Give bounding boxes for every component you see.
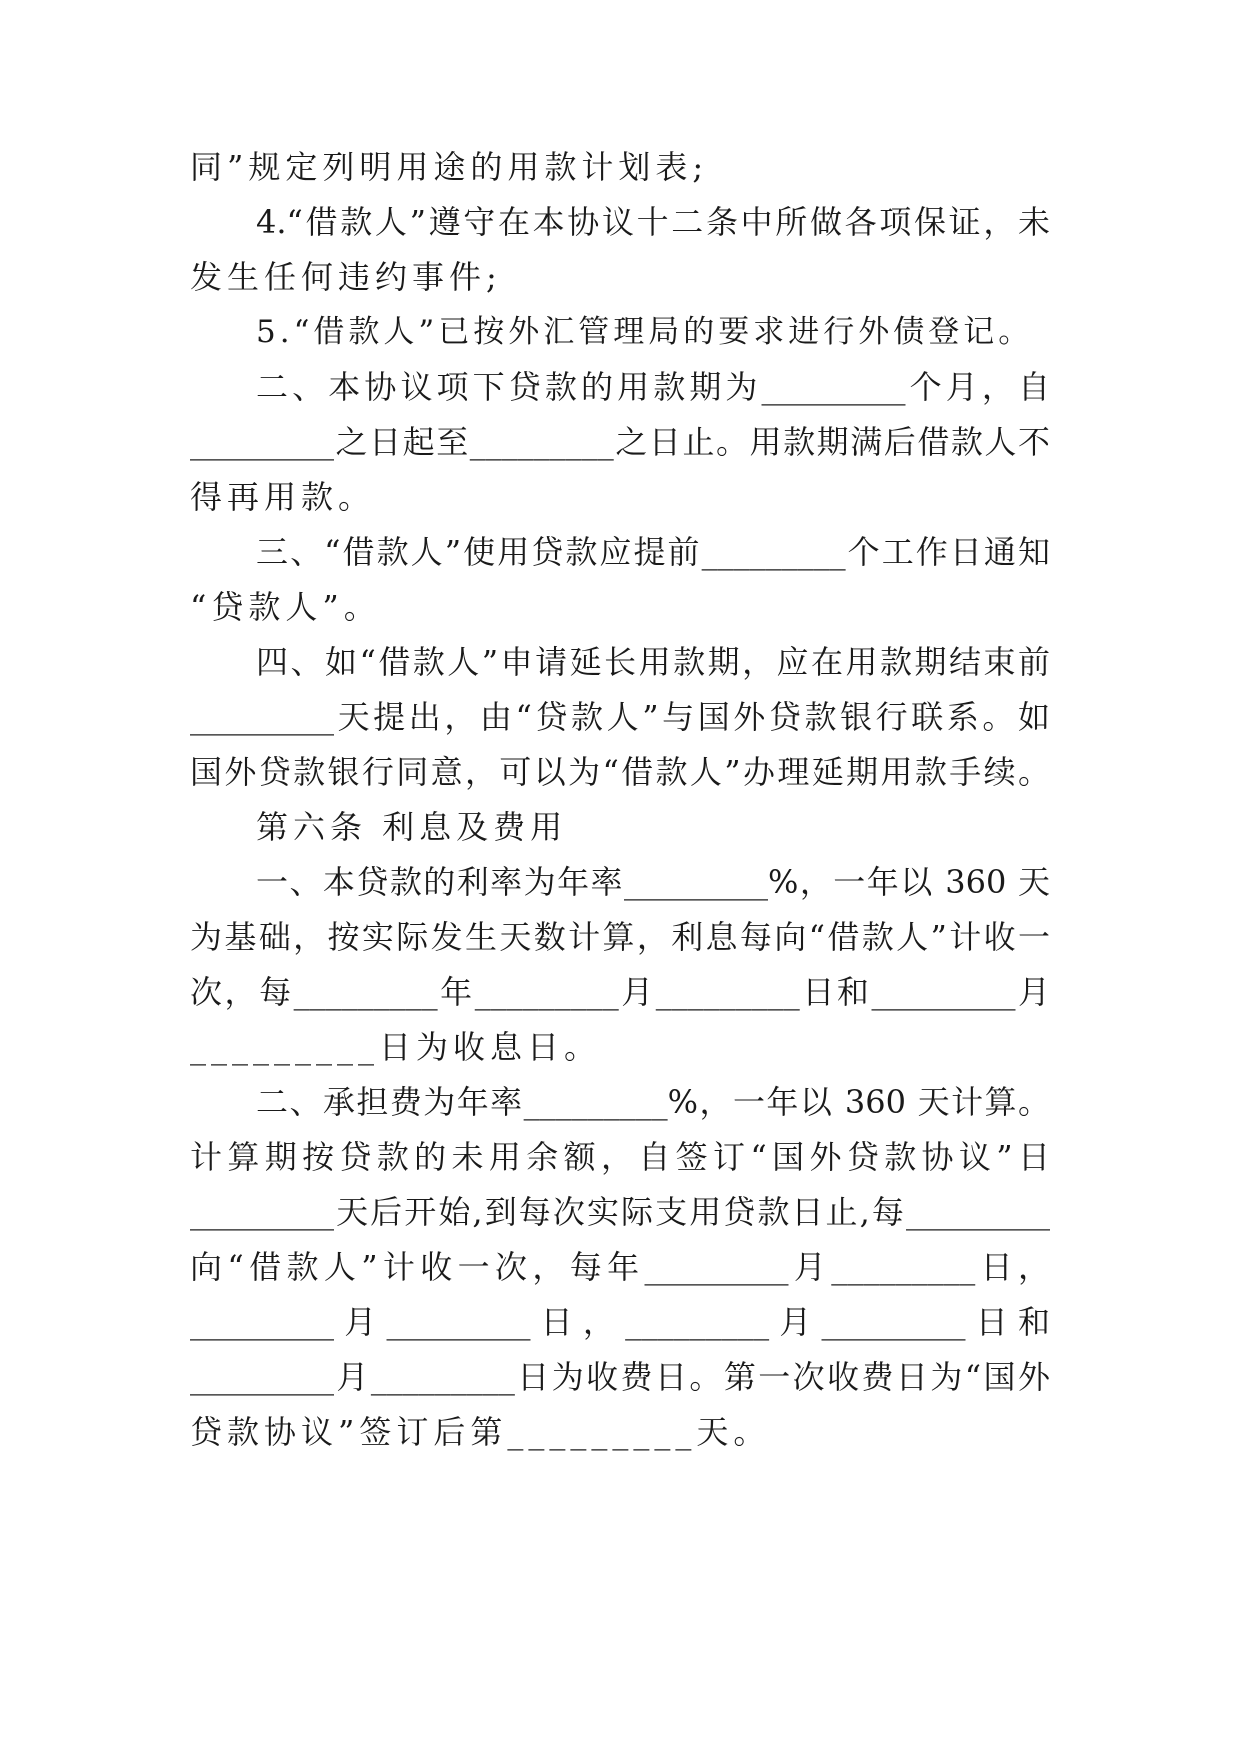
text-line: _________月_________日为收费日。第一次收费日为“国外 <box>190 1358 1050 1396</box>
text-line: 二、承担费为年率_________%，一年以 360 天计算。 <box>256 1083 1050 1121</box>
text-line: 5.“借款人”已按外汇管理局的要求进行外债登记。 <box>256 314 1034 350</box>
text-line: 同”规定列明用途的用款计划表; <box>190 148 709 186</box>
text-line: _________之日起至_________之日止。用款期满后借款人不 <box>190 423 1050 461</box>
text-line: 贷款协议”签订后第_________天。 <box>190 1413 771 1451</box>
text-line: 国外贷款银行同意，可以为“借款人”办理延期用款手续。 <box>190 753 1050 791</box>
text-line: _________月_________日，_________月_________日和 <box>190 1303 1050 1341</box>
text-line: 为基础，按实际发生天数计算，利息每向“借款人”计收一 <box>190 918 1050 956</box>
text-line: 向“借款人”计收一次，每年_________月_________日， <box>190 1248 1050 1286</box>
text-line: 发生任何违约事件; <box>190 258 502 296</box>
text-line: “贷款人”。 <box>190 588 381 626</box>
text-line: 得再用款。 <box>190 478 376 516</box>
text-line: 4.“借款人”遵守在本协议十二条中所做各项保证，未 <box>256 203 1050 241</box>
text-line: 三、“借款人”使用贷款应提前_________个工作日通知 <box>256 533 1050 571</box>
text-line: 计算期按贷款的未用余额，自签订“国外贷款协议”日 <box>190 1138 1050 1176</box>
text-line: _________日为收息日。 <box>190 1028 602 1066</box>
section-heading: 第六条 利息及费用 <box>256 808 568 846</box>
text-line: 一、本贷款的利率为年率_________%，一年以 360 天 <box>256 863 1050 901</box>
text-line: _________天提出，由“贷款人”与国外贷款银行联系。如 <box>190 698 1050 736</box>
text-line: 二、本协议项下贷款的用款期为_________个月，自 <box>256 368 1050 406</box>
text-line: 四、如“借款人”申请延长用款期，应在用款期结束前 <box>256 643 1050 681</box>
text-line: _________天后开始,到每次实际支用贷款日止,每_________ <box>190 1193 1050 1231</box>
text-line: 次，每_________年_________月_________日和_________月 <box>190 973 1050 1011</box>
